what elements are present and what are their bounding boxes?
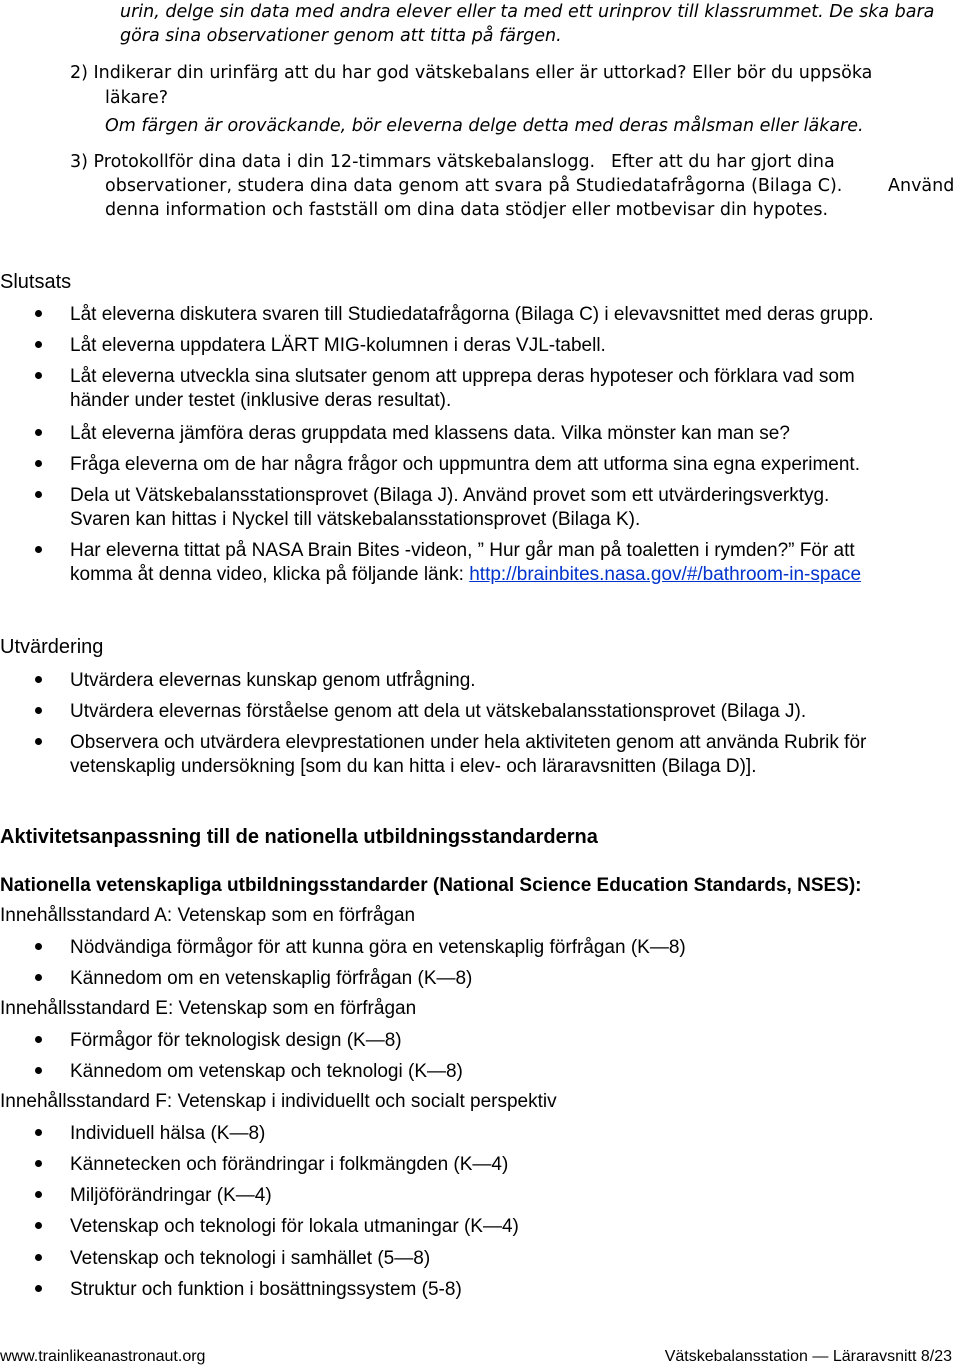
bullet (35, 1160, 42, 1167)
standard-title-a: Innehållsstandard A: Vetenskap som en förfrågan (0, 905, 416, 926)
intro-item-2: 2) Indikerar din urinfärg att du har god vätskebalans eller är uttorkad? Eller bör du uppsöka (70, 63, 873, 83)
list-item: Låt eleverna utveckla sina slutsater genom att upprepa deras hypoteser och förklara vad som (70, 366, 855, 387)
list-item: Miljöförändringar (K—4) (70, 1185, 272, 1206)
list-item: Förmågor för teknologisk design (K—8) (70, 1030, 402, 1051)
list-item-cont: vetenskaplig undersökning [som du kan hitta i elev- och läraravsnitten (Bilaga D)]. (70, 756, 757, 777)
intro-item-3-cont-b: Använd (888, 176, 955, 196)
video-link[interactable]: http://brainbites.nasa.gov/#/bathroom-in-space (469, 564, 862, 585)
list-item: Kännedom om en vetenskaplig förfrågan (K—8) (70, 968, 473, 989)
bullet (35, 310, 42, 317)
list-item-cont: Svaren kan hittas i Nyckel till vätskebalansstationsprovet (Bilaga K). (70, 509, 641, 530)
intro-item-3b: Efter att du har gjort dina (611, 152, 835, 172)
bullet (35, 1191, 42, 1198)
intro-line: urin, delge sin data med andra elever eller ta med ett urinprov till klassrummet. De ska bara (120, 2, 935, 22)
bullet (35, 707, 42, 714)
bullet (35, 1254, 42, 1261)
standards-subheading: Nationella vetenskapliga utbildningsstandarder (National Science Education Standards, NSES): (0, 875, 862, 896)
bullet (35, 372, 42, 379)
section-heading-utvardering: Utvärdering (0, 636, 104, 658)
bullet (35, 341, 42, 348)
bullet (35, 1285, 42, 1292)
footer-page-info: Vätskebalansstation — Läraravsnitt 8/23 (664, 1348, 952, 1365)
bullet (35, 460, 42, 467)
list-item: Individuell hälsa (K—8) (70, 1123, 266, 1144)
bullet (35, 974, 42, 981)
bullet (35, 943, 42, 950)
intro-item-2-cont: läkare? (105, 88, 169, 108)
list-item: Struktur och funktion i bosättningssystem (5-8) (70, 1279, 462, 1300)
intro-line: göra sina observationer genom att titta på färgen. (120, 26, 562, 46)
bullet (35, 546, 42, 553)
list-item: Kännetecken och förändringar i folkmängden (K—4) (70, 1154, 509, 1175)
intro-item-2-note: Om färgen är oroväckande, bör eleverna delge detta med deras målsman eller läkare. (105, 116, 864, 136)
list-item: Vetenskap och teknologi för lokala utmaningar (K—4) (70, 1216, 519, 1237)
section-heading-standards: Aktivitetsanpassning till de nationella utbildningsstandarderna (0, 826, 598, 848)
list-item: Utvärdera elevernas förståelse genom att dela ut vätskebalansstationsprovet (Bilaga J). (70, 701, 807, 722)
bullet (35, 738, 42, 745)
intro-item-3-cont: observationer, studera dina data genom att svara på Studiedatafrågorna (Bilaga C). (105, 176, 843, 196)
list-item: Dela ut Vätskebalansstationsprovet (Bilaga J). Använd provet som ett utvärderingsverktyg. (70, 485, 830, 506)
bullet (35, 1222, 42, 1229)
bullet (35, 1036, 42, 1043)
list-item: Låt eleverna diskutera svaren till Studiedatafrågorna (Bilaga C) i elevavsnittet med deras grupp. (70, 304, 874, 325)
standard-title-f: Innehållsstandard F: Vetenskap i individuellt och socialt perspektiv (0, 1091, 557, 1112)
bullet (35, 1129, 42, 1136)
list-item-cont: händer under testet (inklusive deras resultat). (70, 390, 452, 411)
bullet (35, 1067, 42, 1074)
intro-item-3: 3) Protokollför dina data i din 12-timmars vätskebalanslogg. (70, 152, 596, 172)
standard-title-e: Innehållsstandard E: Vetenskap som en förfrågan (0, 998, 417, 1019)
footer-url: www.trainlikeanastronaut.org (0, 1348, 206, 1365)
bullet (35, 491, 42, 498)
list-item: Låt eleverna jämföra deras gruppdata med klassens data. Vilka mönster kan man se? (70, 423, 790, 444)
list-item: Observera och utvärdera elevprestationen under hela aktiviteten genom att använda Rubrik för (70, 732, 867, 753)
list-item: Låt eleverna uppdatera LÄRT MIG-kolumnen i deras VJL-tabell. (70, 335, 606, 356)
bullet (35, 676, 42, 683)
list-item: Utvärdera elevernas kunskap genom utfrågning. (70, 670, 476, 691)
intro-item-3-cont2: denna information och fastställ om dina data stödjer eller motbevisar din hypotes. (105, 200, 829, 220)
list-item: Kännedom om vetenskap och teknologi (K—8) (70, 1061, 463, 1082)
list-item: Fråga eleverna om de har några frågor och uppmuntra dem att utforma sina egna experiment. (70, 454, 860, 475)
list-item: Har eleverna tittat på NASA Brain Bites -videon, ” Hur går man på toaletten i rymden?” För att (70, 540, 855, 561)
bullet (35, 429, 42, 436)
section-heading-slutsats: Slutsats (0, 271, 72, 293)
list-item: Nödvändiga förmågor för att kunna göra en vetenskaplig förfrågan (K—8) (70, 937, 686, 958)
list-item: Vetenskap och teknologi i samhället (5—8) (70, 1248, 431, 1269)
list-item-cont: komma åt denna video, klicka på följande länk: http://brainbites.nasa.gov/#/bathroom-in-space (70, 564, 862, 585)
